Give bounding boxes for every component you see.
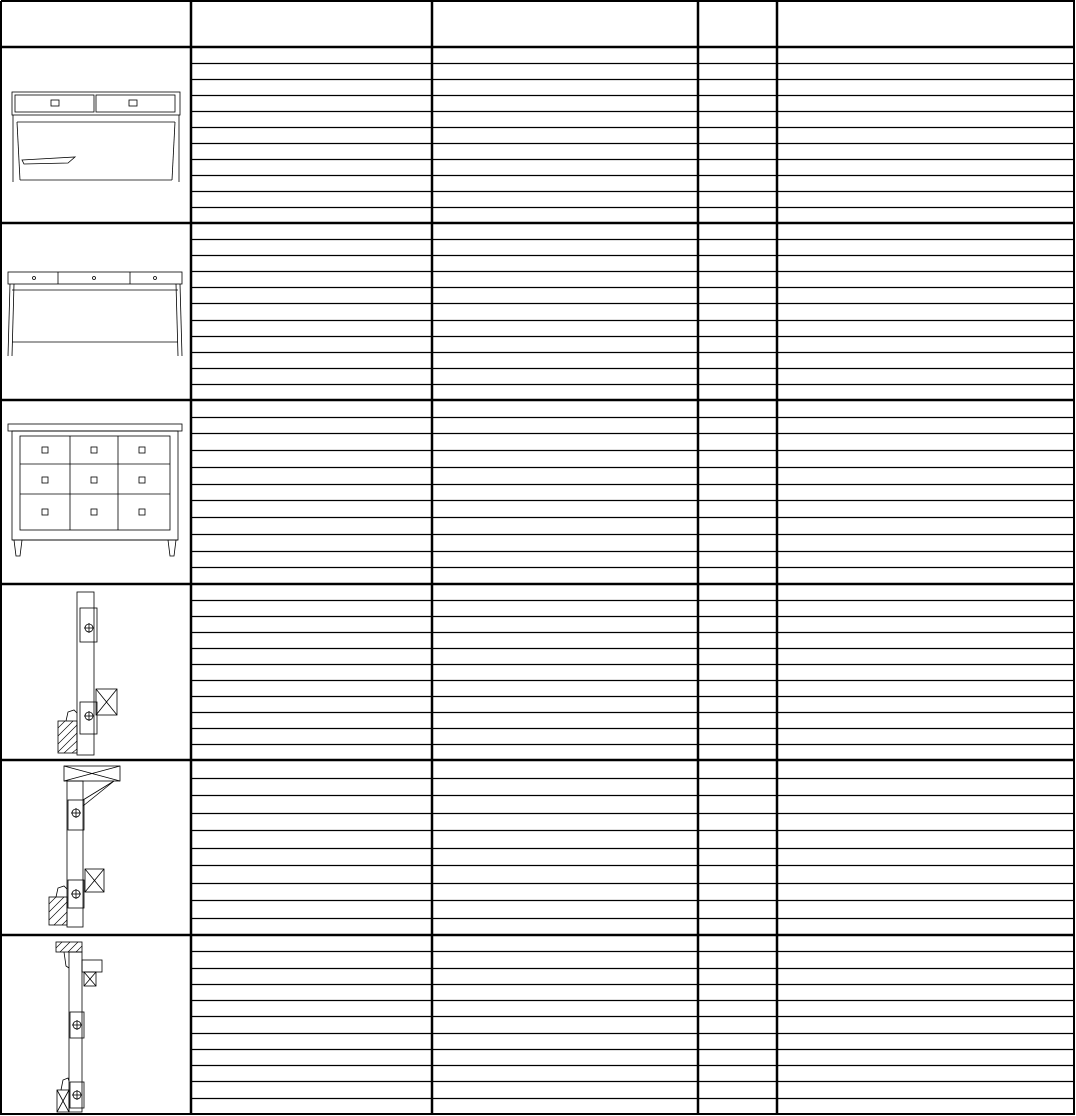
section-detail-c-icon xyxy=(56,942,102,1112)
section-detail-b-icon xyxy=(49,766,120,927)
console-table-three-drawers-icon xyxy=(8,272,182,356)
section-detail-a-icon xyxy=(58,592,117,755)
cabinet-top-two-drawers-icon xyxy=(12,92,180,182)
table-grid xyxy=(1,1,1075,1115)
chest-nine-drawers-icon xyxy=(8,424,182,556)
